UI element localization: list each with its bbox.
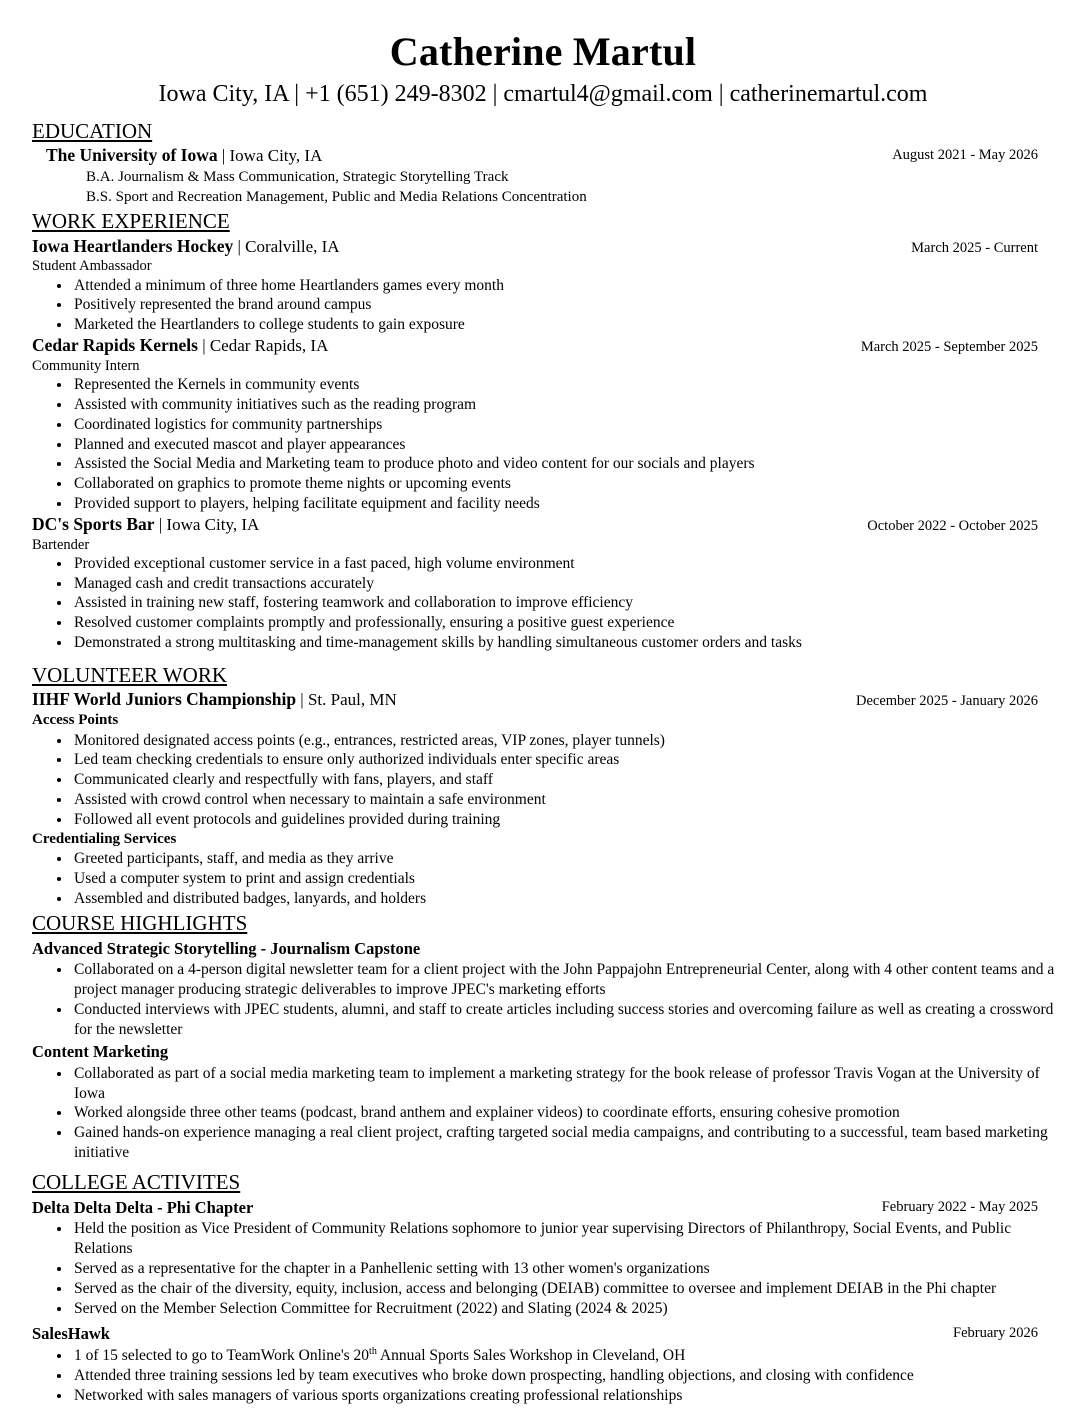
section-heading-volunteer: VOLUNTEER WORK xyxy=(32,662,228,687)
list-item: • Served on the Member Selection Committee for Recruitment (2022) and Slating (2024 & 2025) xyxy=(72,1299,1062,1319)
list-item-text: 1 of 15 selected to go to TeamWork Online's 20th Annual Sports Sales Workshop in Cleveland, OH xyxy=(74,1345,686,1364)
work-dates: March 2025 - Current xyxy=(911,239,1038,256)
volunteer-org: IIHF World Juniors Championship xyxy=(32,689,297,710)
education-dates: August 2021 - May 2026 xyxy=(892,146,1038,163)
college-activity-name: Delta Delta Delta - Phi Chapter xyxy=(32,1198,254,1218)
list-item: • Collaborated on graphics to promote theme nights or upcoming events xyxy=(72,474,1062,494)
list-item: • Attended a minimum of three home Heartlanders games every month xyxy=(72,276,1062,296)
list-item: • Served as the chair of the diversity, equity, inclusion, access and belonging (DEIAB) committee to oversee and implement DEIAB in the Phi chapter xyxy=(72,1279,1062,1299)
course-bullets xyxy=(24,960,1062,1039)
work-entry xyxy=(24,236,1062,335)
college-activity-name: SalesHawk xyxy=(32,1324,110,1344)
work-bullets xyxy=(24,276,1062,335)
volunteer-dates: December 2025 - January 2026 xyxy=(856,693,1038,710)
work-separator: | xyxy=(237,236,241,256)
work-bullets xyxy=(24,554,1062,653)
work-role: Bartender xyxy=(32,536,90,553)
college-entry xyxy=(24,1197,1062,1318)
work-location: Coralville, IA xyxy=(245,236,340,256)
work-entry xyxy=(24,335,1062,514)
section-heading-work: WORK EXPERIENCE xyxy=(32,209,230,234)
list-item: • Planned and executed mascot and player appearances xyxy=(72,435,1062,455)
list-item: • Assisted with crowd control when necessary to maintain a safe environment xyxy=(72,790,1062,810)
list-item: • Communicated clearly and respectfully with fans, players, and staff xyxy=(72,770,1062,790)
work-dates: March 2025 - September 2025 xyxy=(860,339,1038,356)
course-name: Content Marketing xyxy=(32,1042,169,1062)
college-bullets xyxy=(24,1219,1062,1318)
section-heading-education: EDUCATION xyxy=(32,118,153,143)
list-item: • Served as a representative for the chapter in a Panhellenic setting with 13 other women's organizations xyxy=(72,1259,1062,1279)
work-role: Community Intern xyxy=(32,357,140,374)
list-item: • Used a computer system to print and assign credentials xyxy=(72,869,1062,889)
list-item: • Provided exceptional customer service in a fast paced, high volume environment xyxy=(72,554,1062,574)
work-org: DC's Sports Bar xyxy=(32,513,155,534)
volunteer-separator: | xyxy=(300,690,304,710)
volunteer-bullets xyxy=(24,849,1062,908)
volunteer-entry xyxy=(24,689,1062,909)
list-item: • Gained hands-on experience managing a real client project, crafting targeted social media campaigns, and contributing to a successful, team based marketing initiative xyxy=(72,1123,1062,1163)
list-item: • Marketed the Heartlanders to college students to gain exposure xyxy=(72,315,1062,335)
education-entry xyxy=(24,145,1062,207)
college-activity-dates: February 2022 - May 2025 xyxy=(881,1199,1038,1216)
college-activity-dates: February 2026 xyxy=(953,1325,1038,1342)
work-separator: | xyxy=(202,336,206,356)
work-location: Iowa City, IA xyxy=(166,514,260,534)
list-item xyxy=(72,1346,1062,1366)
list-item: • Collaborated as part of a social media marketing team to implement a marketing strategy for the book release of professor Travis Vogan at the University of Iowa xyxy=(72,1064,1062,1104)
education-location: Iowa City, IA xyxy=(229,145,323,165)
section-course-highlights xyxy=(24,911,1062,1163)
volunteer-group-heading: Credentialing Services xyxy=(32,830,177,847)
list-item: • Represented the Kernels in community events xyxy=(72,375,1062,395)
list-item: • Monitored designated access points (e.g., entrances, restricted areas, VIP zones, player tunnels) xyxy=(72,731,1062,751)
list-item: • Greeted participants, staff, and media as they arrive xyxy=(72,849,1062,869)
course-name: Advanced Strategic Storytelling - Journalism Capstone xyxy=(32,938,421,958)
section-volunteer xyxy=(24,663,1062,909)
list-item: • Assisted the Social Media and Marketing team to produce photo and video content for our socials and players xyxy=(72,454,1062,474)
list-item: • Worked alongside three other teams (podcast, brand anthem and explainer videos) to coordinate efforts, ensuring cohesive promotion xyxy=(72,1103,1062,1123)
work-location: Cedar Rapids, IA xyxy=(209,336,329,356)
volunteer-bullets xyxy=(24,731,1062,830)
list-item: • Resolved customer complaints promptly and professionally, ensuring a positive guest experience xyxy=(72,613,1062,633)
work-org: Iowa Heartlanders Hockey xyxy=(32,235,234,256)
list-item: • Attended three training sessions led by team executives who broke down prospecting, handling objections, and closing with confidence xyxy=(72,1366,1062,1386)
college-entry xyxy=(24,1323,1062,1405)
list-item: • Demonstrated a strong multitasking and time-management skills by handling simultaneous customer orders and tasks xyxy=(72,633,1062,653)
list-item: • Assisted with community initiatives such as the reading program xyxy=(72,395,1062,415)
list-item: • Assisted in training new staff, fostering teamwork and collaboration to improve efficiency xyxy=(72,593,1062,613)
list-item: • Held the position as Vice President of Community Relations sophomore to junior year supervising Directors of Philanthropy, Social Events, and Public Relations xyxy=(72,1219,1062,1259)
list-item: • Led team checking credentials to ensure only authorized individuals enter specific areas xyxy=(72,750,1062,770)
work-org: Cedar Rapids Kernels xyxy=(32,335,198,356)
list-item: • Followed all event protocols and guidelines provided during training xyxy=(72,810,1062,830)
volunteer-location: St. Paul, MN xyxy=(307,690,397,710)
section-heading-college: COLLEGE ACTIVITES xyxy=(32,1169,241,1194)
college-bullets xyxy=(24,1346,1062,1406)
education-school: The University of Iowa xyxy=(46,144,218,165)
section-college-activities xyxy=(24,1170,1062,1406)
course-entry xyxy=(24,938,1062,1040)
volunteer-group-heading: Access Points xyxy=(32,712,119,729)
work-entry xyxy=(24,514,1062,653)
work-entry-head xyxy=(24,236,1062,258)
course-bullets xyxy=(24,1064,1062,1163)
list-item: • Managed cash and credit transactions accurately xyxy=(72,574,1062,594)
course-entry xyxy=(24,1041,1062,1162)
list-item: • Conducted interviews with JPEC students, alumni, and staff to create articles including success stories and overcoming failure as well as creating a crossword for the newsletter xyxy=(72,1000,1062,1040)
section-work-experience xyxy=(24,209,1062,653)
list-item: • Provided support to players, helping facilitate equipment and facility needs xyxy=(72,494,1062,514)
list-item: • Collaborated on a 4-person digital newsletter team for a client project with the John Pappajohn Entrepreneurial Center, along with 4 other content teams and a project manager producing strategic deliverables to improve JPEC's marketing efforts xyxy=(72,960,1062,1000)
work-dates: October 2022 - October 2025 xyxy=(867,517,1038,534)
list-item: • Positively represented the brand around campus xyxy=(72,295,1062,315)
work-bullets xyxy=(24,375,1062,514)
list-item: • Networked with sales managers of various sports organizations creating professional relationships xyxy=(72,1386,1062,1406)
contact-line: Iowa City, IA | +1 (651) 249-8302 | cmartul4@gmail.com | catherinemartul.com xyxy=(158,81,928,107)
section-education xyxy=(24,119,1062,208)
list-item: • Assembled and distributed badges, lanyards, and holders xyxy=(72,889,1062,909)
list-item: • Coordinated logistics for community partnerships xyxy=(72,415,1062,435)
education-separator: | xyxy=(221,145,226,165)
section-heading-courses: COURSE HIGHLIGHTS xyxy=(32,910,248,935)
work-separator: | xyxy=(158,514,163,534)
work-role: Student Ambassador xyxy=(32,258,152,275)
education-degree-1: B.A. Journalism & Mass Communication, Strategic Storytelling Track xyxy=(86,168,509,185)
education-degree-2: B.S. Sport and Recreation Management, Public and Media Relations Concentration xyxy=(86,189,587,206)
page-title: Catherine Martul xyxy=(389,29,697,74)
